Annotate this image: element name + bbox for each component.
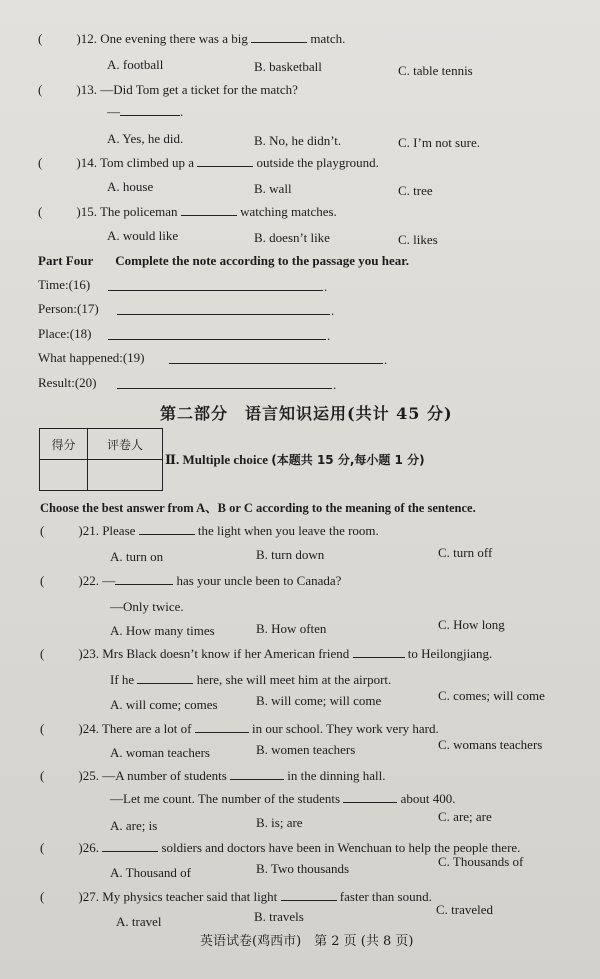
mc-heading: Ⅱ. Multiple choice (本题共 15 分,每小题 1 分): [165, 452, 425, 467]
answer-blank: [181, 205, 237, 216]
note-answer-line: [169, 363, 383, 364]
question-25: ( )25. —A number of students in the dinning hall.: [40, 768, 386, 783]
option-b: B. is; are: [256, 815, 303, 830]
question-13: ( )13. —Did Tom get a ticket for the match?: [38, 82, 298, 97]
question-13-reply: — .: [107, 104, 184, 119]
answer-blank: [137, 673, 193, 684]
part-four-heading: Part Four Complete the note according to the passage you hear.: [38, 253, 410, 268]
question-14: ( )14. Tom climbed up a outside the playground.: [38, 155, 379, 170]
option-c: C. womans teachers: [438, 737, 543, 752]
answer-blank: [197, 156, 253, 167]
question-24: ( )24. There are a lot of in our school. They work very hard.: [40, 721, 439, 736]
option-b: B. women teachers: [256, 742, 356, 757]
option-a: A. How many times: [110, 623, 215, 638]
option-c: C. likes: [398, 232, 438, 247]
option-b: B. doesn’t like: [254, 230, 330, 245]
option-b: B. turn down: [256, 547, 325, 562]
grader-cell[interactable]: [88, 460, 163, 491]
option-a: A. house: [107, 179, 154, 194]
mc-instruction: Choose the best answer from A、B or C according to the meaning of the sentence.: [40, 501, 476, 515]
option-a: A. would like: [107, 228, 179, 243]
option-a: A. will come; comes: [110, 697, 218, 712]
option-b: B. No, he didn’t.: [254, 133, 342, 148]
question-15: ( )15. The policeman watching matches.: [38, 204, 337, 219]
note-field-label: Time:(16): [38, 277, 91, 292]
answer-blank: [353, 647, 405, 658]
option-b: B. will come; will come: [256, 693, 382, 708]
score-header: 得分: [40, 429, 88, 460]
option-c: C. comes; will come: [438, 688, 545, 703]
question-26: ( )26. soldiers and doctors have been in Wenchuan to help the people there.: [40, 840, 521, 855]
option-b: B. wall: [254, 181, 292, 196]
question-22: ( )22. — has your uncle been to Canada?: [40, 573, 342, 588]
option-a: A. are; is: [110, 818, 158, 833]
answer-blank: [281, 890, 337, 901]
page-footer: 英语试卷(鸡西市) 第 2 页 (共 8 页): [200, 934, 414, 949]
answer-blank: [343, 792, 397, 803]
option-c: C. turn off: [438, 545, 493, 560]
question-23-line2: If he here, she will meet him at the airport.: [110, 672, 392, 687]
question-22-reply: —Only twice.: [110, 599, 184, 614]
section-two-title: 第二部分 语言知识运用(共计 45 分): [160, 404, 453, 423]
option-c: C. are; are: [438, 809, 492, 824]
option-a: A. football: [107, 57, 164, 72]
option-a: A. turn on: [110, 549, 164, 564]
question-23: ( )23. Mrs Black doesn’t know if her American friend to Heilongjiang.: [40, 646, 493, 661]
question-12: ( )12. One evening there was a big match.: [38, 31, 346, 46]
option-b: B. basketball: [254, 59, 322, 74]
option-c: C. How long: [438, 617, 505, 632]
answer-blank: [230, 769, 284, 780]
option-a: A. Thousand of: [110, 865, 192, 880]
answer-paren: (: [38, 31, 43, 46]
note-answer-line: [117, 388, 332, 389]
answer-blank: [139, 524, 195, 535]
option-b: B. travels: [254, 909, 304, 924]
option-a: A. Yes, he did.: [107, 131, 184, 146]
option-b: B. How often: [256, 621, 327, 636]
option-c: C. I’m not sure.: [398, 135, 480, 150]
score-table: [39, 428, 163, 491]
note-field-label: What happened:(19): [38, 350, 145, 365]
option-c: C. Thousands of: [438, 854, 524, 869]
score-cell[interactable]: [40, 460, 88, 491]
answer-blank: [195, 722, 249, 733]
answer-blank: [102, 841, 158, 852]
note-answer-line: [117, 314, 330, 315]
option-c: C. table tennis: [398, 63, 473, 78]
answer-blank: [251, 32, 307, 43]
option-a: A. travel: [116, 914, 162, 929]
option-b: B. Two thousands: [256, 861, 350, 876]
exam-page: ( )12. One evening there was a big match. A. football B. basketball C. table tennis ( )13. —Did Tom get a ticket for the match? — . A. Yes, he did. B. No, he didn’t. C. I’m not sure. ( )14. Tom climbed up a outside the playground. A. house B. wall C. tree ( )15. The policeman watching matches. A. would like B. doesn’t like C. likes Part Four Complete the note according to the passage you hear. Time:(16) . Person:(17) . Place:(18) . What happened:(19) . Result:(20) . 第二部分 语言知识运用(共计 45 分) 得分 评卷人 Ⅱ. Multiple choice (本题共 15 分,每小题 1 分) Choose the best answer from A、B or C according to the meaning of the sentence. ( )21. Please the light when you leave the room. A. turn on B. turn down C. turn off ( )22. — has your uncle been to Canada? —Only twice. A. How many times B. How often C. How long ( )23. Mrs Black doesn’t know if her American friend to Heilongjiang. If he here, she will meet him at the airport. A. will come; comes B. will come; will come C. comes; will come ( )24. There are a lot of in our school. They work very hard. A. woman teachers B. women teachers C. womans teachers ( )25. —A number of students in the dinning hall. —Let me count. The number of the students about 400. A. are; is B. is; are C. are; are ( )26. soldiers and doctors have been in Wenchuan to help the people there. A. Thousand of B. Two thousands C. Thousands of ( )27. My physics teacher said that light faster than sound. A. travel B. travels C. traveled 英语试卷(鸡西市) 第 2 页 (共 8 页): [0, 0, 600, 979]
answer-blank: [120, 105, 180, 116]
question-25-line2: —Let me count. The number of the students about 400.: [110, 791, 456, 806]
option-a: A. woman teachers: [110, 745, 210, 760]
note-answer-line: [108, 339, 326, 340]
note-answer-line: [108, 290, 323, 291]
note-field-label: Place:(18): [38, 326, 92, 341]
note-field-label: Result:(20): [38, 375, 97, 390]
question-21: ( )21. Please the light when you leave the room.: [40, 523, 379, 538]
note-field-label: Person:(17): [38, 301, 99, 316]
answer-blank: [115, 574, 173, 585]
question-27: ( )27. My physics teacher said that light faster than sound.: [40, 889, 432, 904]
option-c: C. traveled: [436, 902, 494, 917]
grader-header: 评卷人: [88, 429, 163, 460]
option-c: C. tree: [398, 183, 433, 198]
